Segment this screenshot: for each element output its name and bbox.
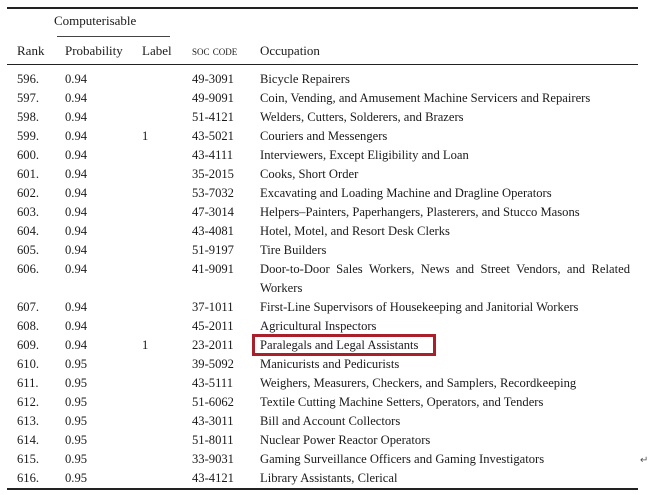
probability-cell: 0.94 xyxy=(65,167,88,181)
group-header-underline xyxy=(57,36,170,37)
table-body xyxy=(0,70,650,488)
header-divider-rule xyxy=(7,64,638,65)
occupation-cell: Welders, Cutters, Solderers, and Brazers xyxy=(260,110,464,124)
probability-cell: 0.95 xyxy=(65,357,88,371)
soc-code-cell: 35-2015 xyxy=(192,167,234,181)
rank-cell: 599. xyxy=(17,129,40,143)
table-row xyxy=(0,89,650,108)
occupation-cell: Textile Cutting Machine Setters, Operators, and Tenders xyxy=(260,395,544,409)
occupation-cell: Excavating and Loading Machine and Dragline Operators xyxy=(260,186,552,200)
soc-code-cell: 51-8011 xyxy=(192,433,234,447)
column-header-probability: Probability xyxy=(65,43,123,58)
return-mark: ↵ xyxy=(640,455,649,466)
occupation-cell: Coin, Vending, and Amusement Machine Servicers and Repairers xyxy=(260,91,591,105)
soc-code-cell: 43-5111 xyxy=(192,376,234,390)
rank-cell: 611. xyxy=(17,376,39,390)
probability-cell: 0.94 xyxy=(65,243,88,257)
rank-cell: 612. xyxy=(17,395,40,409)
probability-cell: 0.94 xyxy=(65,224,88,238)
probability-cell: 0.95 xyxy=(65,452,88,466)
table-bottom-rule xyxy=(7,488,638,490)
table-row xyxy=(0,469,650,488)
occupation-cell: Library Assistants, Clerical xyxy=(260,471,398,485)
occupation-cell: Weighers, Measurers, Checkers, and Samplers, Recordkeeping xyxy=(260,376,577,390)
rank-cell: 616. xyxy=(17,471,40,485)
rank-cell: 603. xyxy=(17,205,40,219)
soc-code-cell: 53-7032 xyxy=(192,186,234,200)
table-row xyxy=(0,450,650,469)
table-row xyxy=(0,165,650,184)
table-row xyxy=(0,70,650,89)
probability-cell: 0.94 xyxy=(65,319,88,333)
table-row xyxy=(0,374,650,393)
soc-code-cell: 51-6062 xyxy=(192,395,234,409)
soc-code-cell: 37-1011 xyxy=(192,300,234,314)
rank-cell: 613. xyxy=(17,414,40,428)
soc-code-cell: 47-3014 xyxy=(192,205,234,219)
soc-code-cell: 43-4121 xyxy=(192,471,234,485)
table-row xyxy=(0,184,650,203)
soc-code-cell: 45-2011 xyxy=(192,319,234,333)
table-row xyxy=(0,298,650,317)
table-row xyxy=(0,355,650,374)
probability-cell: 0.94 xyxy=(65,338,88,352)
rank-cell: 600. xyxy=(17,148,40,162)
probability-cell: 0.94 xyxy=(65,148,88,162)
soc-code-cell: 51-9197 xyxy=(192,243,234,257)
probability-cell: 0.94 xyxy=(65,91,88,105)
table-row xyxy=(0,146,650,165)
occupation-cell: Helpers–Painters, Paperhangers, Plasterers, and Stucco Masons xyxy=(260,205,580,219)
probability-cell: 0.94 xyxy=(65,110,88,124)
occupation-cell: Paralegals and Legal Assistants xyxy=(260,338,419,352)
occupation-cell: Bicycle Repairers xyxy=(260,72,350,86)
table-row xyxy=(0,260,650,298)
table-row xyxy=(0,241,650,260)
soc-code-cell: 49-3091 xyxy=(192,72,234,86)
occupation-cell: Agricultural Inspectors xyxy=(260,319,377,333)
label-cell: 1 xyxy=(142,129,149,143)
occupation-cell: Interviewers, Except Eligibility and Loan xyxy=(260,148,469,162)
occupation-cell: Hotel, Motel, and Resort Desk Clerks xyxy=(260,224,450,238)
occupation-cell: Couriers and Messengers xyxy=(260,129,388,143)
column-header-soc-code: soc code xyxy=(192,43,238,58)
column-header-label: Label xyxy=(142,43,172,58)
rank-cell: 610. xyxy=(17,357,40,371)
occupation-cell: Cooks, Short Order xyxy=(260,167,359,181)
table-row xyxy=(0,431,650,450)
occupation-cell: Tire Builders xyxy=(260,243,327,257)
rank-cell: 598. xyxy=(17,110,40,124)
soc-code-cell: 23-2011 xyxy=(192,338,234,352)
soc-code-cell: 43-5021 xyxy=(192,129,234,143)
probability-cell: 0.94 xyxy=(65,300,88,314)
computerisable-group-header: Computerisable xyxy=(54,13,137,28)
rank-cell: 609. xyxy=(17,338,40,352)
highlight-box xyxy=(252,334,436,356)
rank-cell: 605. xyxy=(17,243,40,257)
table-row xyxy=(0,412,650,431)
table-top-rule xyxy=(7,7,638,9)
table-row xyxy=(0,127,650,146)
soc-code-cell: 43-4081 xyxy=(192,224,234,238)
rank-cell: 596. xyxy=(17,72,40,86)
rank-cell: 607. xyxy=(17,300,40,314)
table-row xyxy=(0,393,650,412)
probability-cell: 0.95 xyxy=(65,395,88,409)
occupation-cell: Gaming Surveillance Officers and Gaming Investigators xyxy=(260,452,545,466)
probability-cell: 0.95 xyxy=(65,414,88,428)
occupation-cell: Door-to-Door Sales Workers, News and Street Vendors, and Related Workers xyxy=(260,262,630,295)
occupation-cell: Bill and Account Collectors xyxy=(260,414,401,428)
probability-cell: 0.94 xyxy=(65,262,88,276)
soc-code-cell: 51-4121 xyxy=(192,110,234,124)
occupation-cell: Nuclear Power Reactor Operators xyxy=(260,433,431,447)
probability-cell: 0.94 xyxy=(65,186,88,200)
table-row xyxy=(0,108,650,127)
rank-cell: 608. xyxy=(17,319,40,333)
column-header-rank: Rank xyxy=(17,43,45,58)
rank-cell: 597. xyxy=(17,91,40,105)
column-header-occupation: Occupation xyxy=(260,43,320,58)
probability-cell: 0.94 xyxy=(65,72,88,86)
table-row xyxy=(0,222,650,241)
probability-cell: 0.94 xyxy=(65,129,88,143)
occupation-cell: First-Line Supervisors of Housekeeping and Janitorial Workers xyxy=(260,300,579,314)
probability-cell: 0.95 xyxy=(65,376,88,390)
soc-code-cell: 43-4111 xyxy=(192,148,234,162)
rank-cell: 601. xyxy=(17,167,40,181)
soc-code-cell: 39-5092 xyxy=(192,357,234,371)
soc-code-cell: 41-9091 xyxy=(192,262,234,276)
probability-cell: 0.94 xyxy=(65,205,88,219)
soc-code-cell: 33-9031 xyxy=(192,452,234,466)
rank-cell: 602. xyxy=(17,186,40,200)
rank-cell: 606. xyxy=(17,262,40,276)
rank-cell: 614. xyxy=(17,433,40,447)
rank-cell: 604. xyxy=(17,224,40,238)
rank-cell: 615. xyxy=(17,452,40,466)
table-row xyxy=(0,203,650,222)
probability-cell: 0.95 xyxy=(65,471,88,485)
occupation-cell: Manicurists and Pedicurists xyxy=(260,357,400,371)
label-cell: 1 xyxy=(142,338,149,352)
probability-cell: 0.95 xyxy=(65,433,88,447)
soc-code-cell: 43-3011 xyxy=(192,414,234,428)
soc-code-cell: 49-9091 xyxy=(192,91,234,105)
